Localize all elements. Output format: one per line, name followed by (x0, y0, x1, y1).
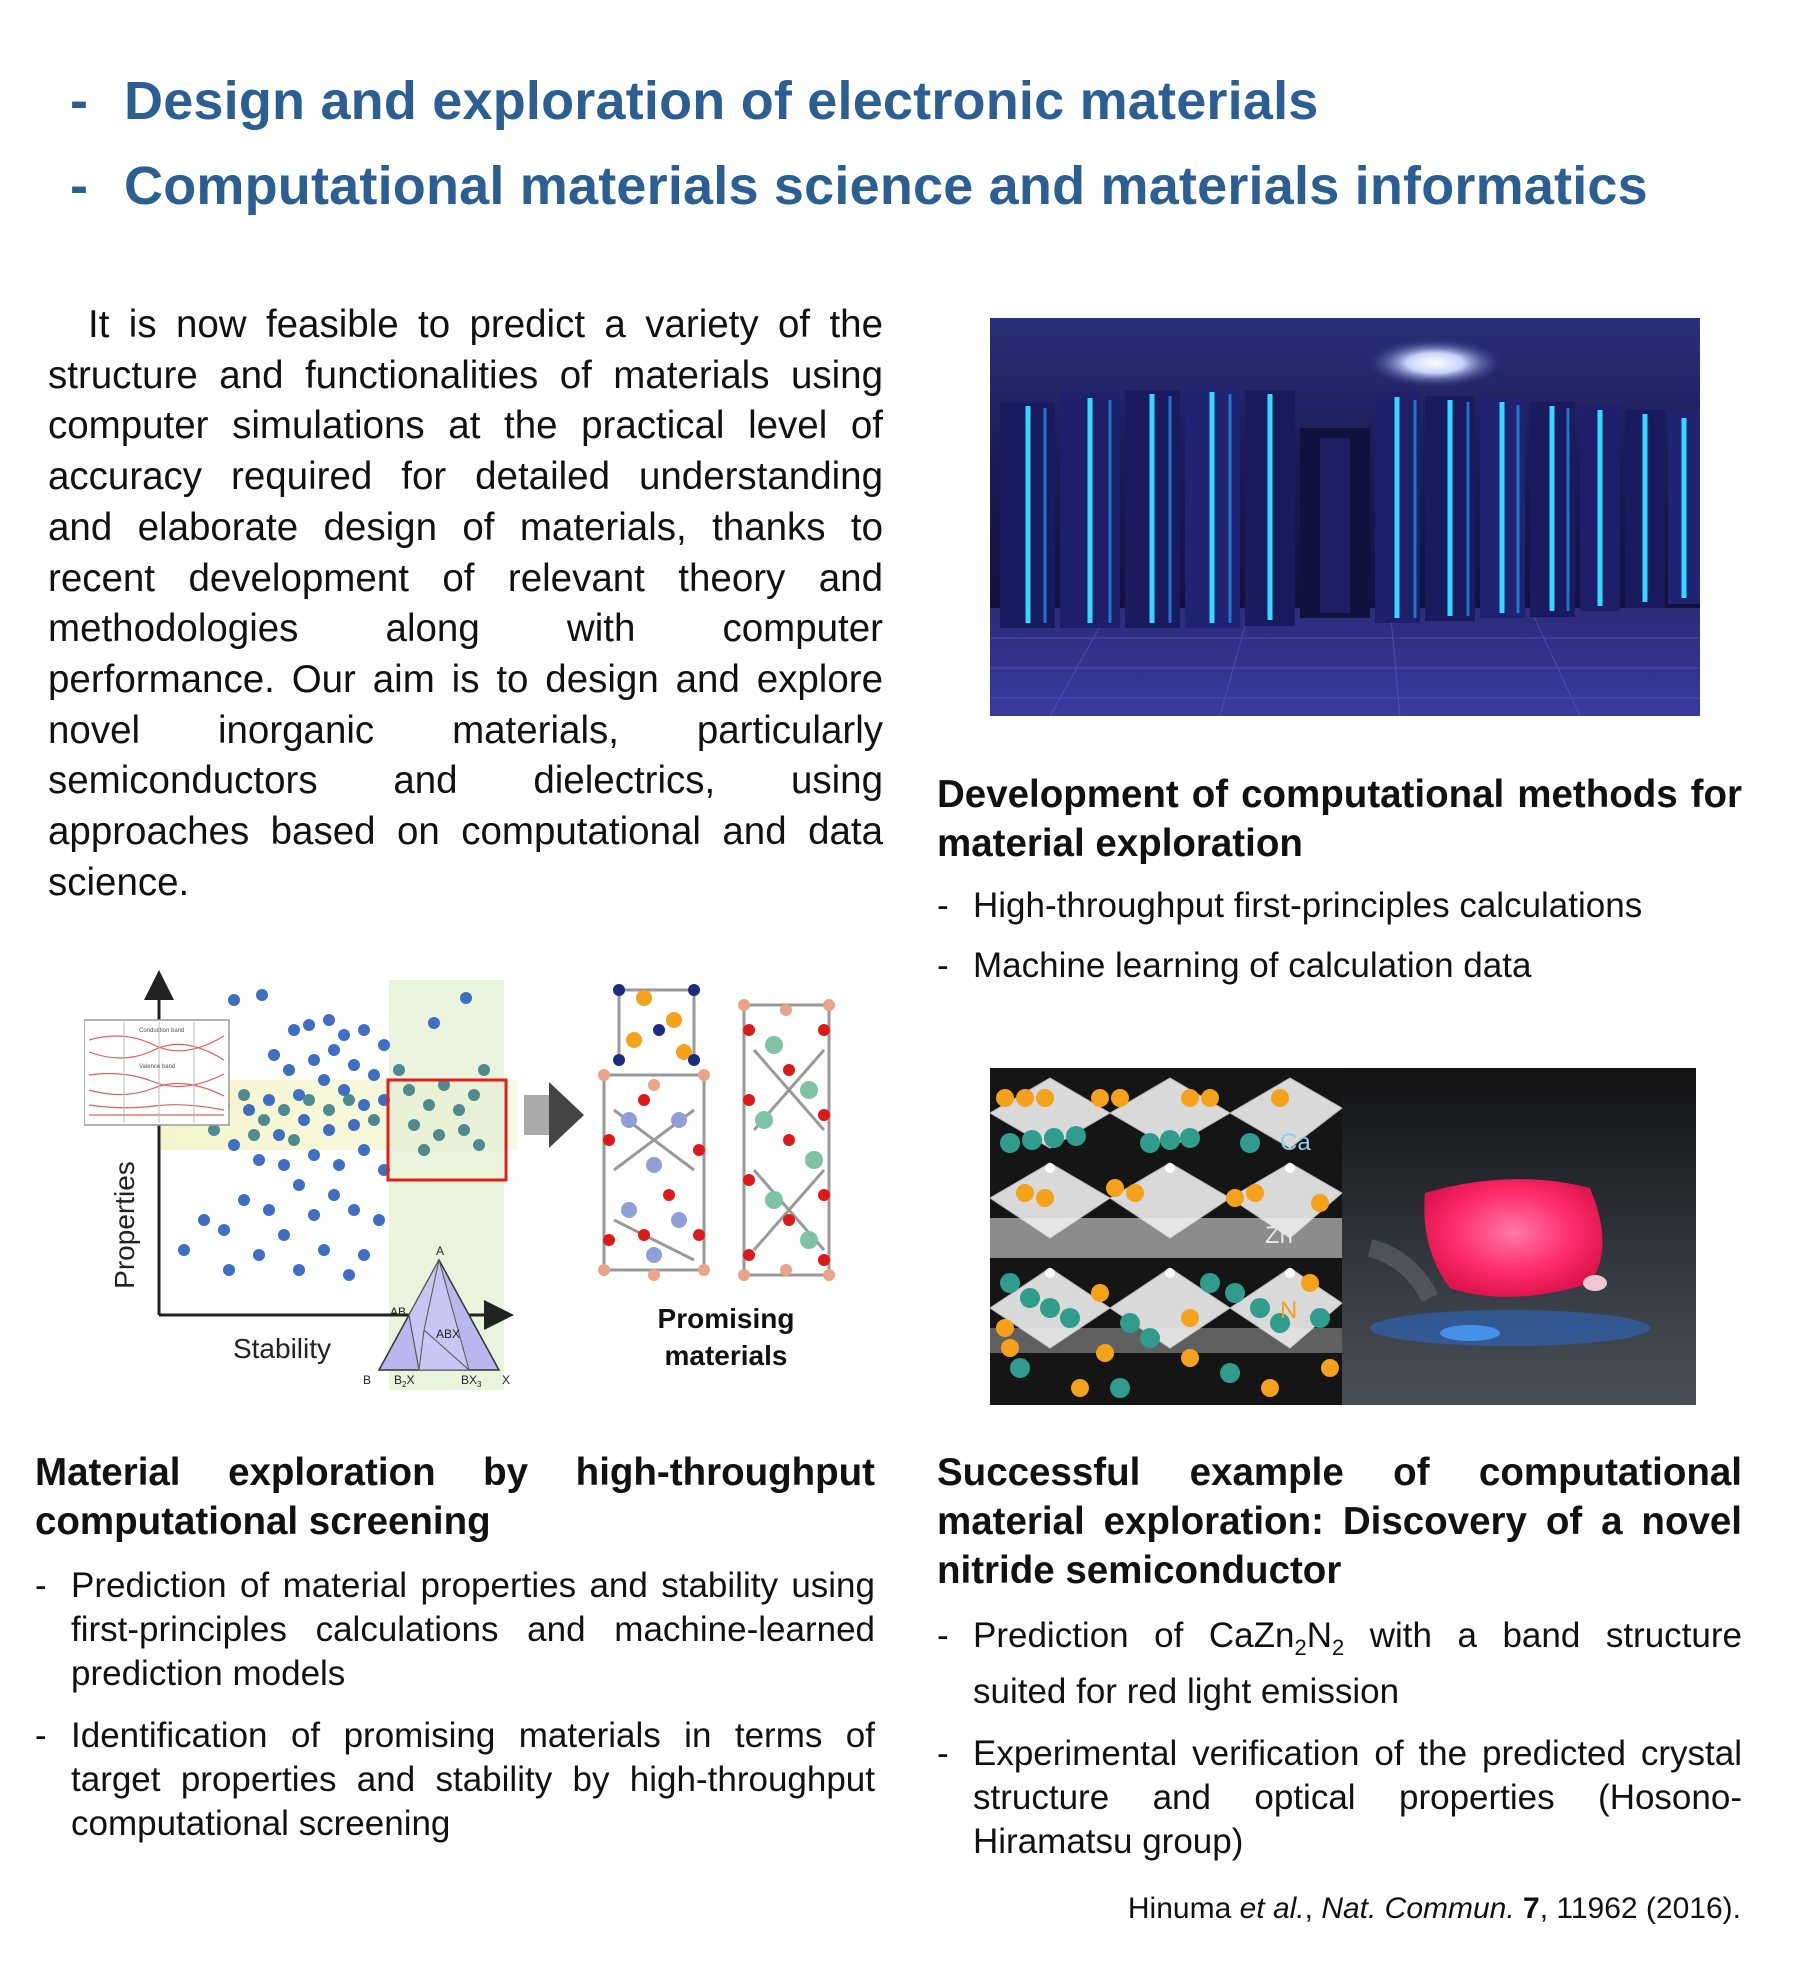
screening-bullets (35, 1564, 875, 1864)
intro-paragraph: It is now feasible to predict a variety of the structure and functionalities of materials using computer simulations at the practical level of accuracy required for detailed understanding and elaborate design of materials, thanks to recent development of relevant theory and methodologies along with computer performance. Our aim is to design and explore novel inorganic materials, particularly semiconductors and dielectrics, using approaches based on computational and data science. (48, 303, 883, 904)
crystal-label-n: N (1280, 1297, 1298, 1324)
crystal-label-ca: Ca (1280, 1129, 1311, 1156)
promising-label-2: materials (664, 1340, 788, 1371)
arrow-icon (524, 1082, 584, 1148)
list-item: - Identification of promising materials in terms of target properties and stability by high-throughput computational screening (35, 1716, 875, 1843)
list-item: - Prediction of $CaZn_2N_2$ with a band structure suited for red light emission (937, 1616, 1742, 1711)
svg-text:BX3: $BX_3$ (461, 1373, 482, 1389)
promising-label-1: Promising (657, 1303, 795, 1334)
y-axis-label: Properties (109, 1161, 140, 1289)
svg-text:B2X: $B_2X$ (394, 1373, 415, 1389)
heading-design: - Design and exploration of electronic materials (70, 71, 1319, 131)
svg-text:Conduction band: Conduction band (139, 1028, 185, 1034)
cazn2n2-figure (990, 1068, 1696, 1405)
x-axis-label: Stability (232, 1333, 332, 1364)
citation: Hinuma et al., Nat. Commun. 7, 11962 (2016). (1127, 1892, 1741, 1925)
list-item: - Experimental verification of the predicted crystal structure and optical properties (Hosono-Hiramatsu group) (937, 1734, 1742, 1861)
list-item: - Machine learning of calculation data (937, 946, 1532, 985)
crystal-structure-2 (738, 999, 835, 1281)
svg-text:AB: AB (390, 1305, 407, 1319)
svg-text:ABX: ABX (436, 1327, 461, 1341)
supercomputer-photo (990, 318, 1700, 716)
svg-text:X: X (502, 1373, 511, 1387)
screening-figure (84, 970, 919, 1390)
svg-text:Valence band: Valence band (139, 1064, 176, 1070)
svg-text:B: B (363, 1373, 372, 1387)
crystal-structure-1 (598, 984, 710, 1281)
success-title: Successful example of computational material exploration: Discovery of a novel nitride semiconductor (937, 1451, 1742, 1592)
list-item: - Prediction of material properties and stability using first-principles calculations and machine-learned prediction models (35, 1566, 875, 1693)
list-item: - High-throughput first-principles calculations (937, 886, 1643, 925)
dev-methods-bullets (937, 884, 1742, 1006)
success-bullets (937, 1614, 1742, 1882)
svg-text:A: A (436, 1244, 445, 1258)
crystal-label-zn: Zn (1265, 1222, 1294, 1249)
band-structure-inset (84, 1020, 229, 1125)
dev-methods-title: Development of computational methods for material exploration (937, 773, 1742, 865)
screening-title: Material exploration by high-throughput computational screening (35, 1451, 875, 1543)
heading-computational: - Computational materials science and materials informatics (70, 156, 1648, 216)
